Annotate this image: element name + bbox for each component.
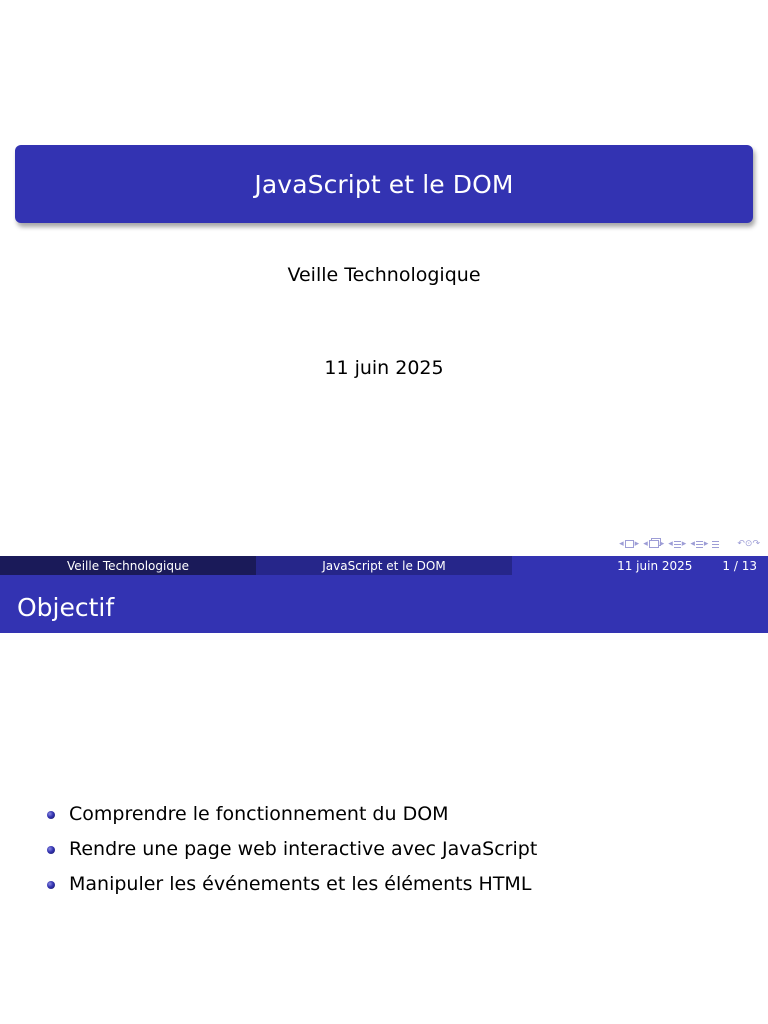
- slide-nav-icon[interactable]: ◂ ▸: [619, 539, 640, 549]
- footline: [0, 556, 768, 575]
- bullet-icon: [47, 811, 55, 819]
- list-item: [0, 798, 768, 833]
- presentation-subtitle: Veille Technologique: [287, 264, 481, 286]
- frame-nav-icon[interactable]: ◂ ▸: [643, 539, 665, 549]
- beamer-navigation-bar: [619, 539, 760, 549]
- presentation-date: 11 juin 2025: [324, 357, 444, 379]
- bullet-icon: [47, 846, 55, 854]
- bullet-icon: [47, 881, 55, 889]
- title-block: [15, 145, 753, 223]
- list-item-text: Comprendre le fonctionnement du DOM: [69, 803, 449, 825]
- frame-title: Objectif: [17, 592, 115, 622]
- footline-title: JavaScript et le DOM: [256, 556, 512, 575]
- footline-right: [512, 556, 768, 575]
- presentation-title: JavaScript et le DOM: [254, 169, 514, 199]
- objective-list: [0, 798, 768, 903]
- list-item: [0, 868, 768, 903]
- footline-date: 11 juin 2025: [617, 558, 693, 573]
- list-item-text: Manipuler les événements et les éléments HTML: [69, 873, 532, 895]
- document-nav-icon[interactable]: [712, 541, 719, 548]
- list-item: [0, 833, 768, 868]
- subsection-nav-icon[interactable]: ◂ ▸: [668, 539, 687, 549]
- search-zoom-icon[interactable]: ↶⊙↷: [737, 539, 760, 549]
- footline-author: Veille Technologique: [0, 556, 256, 575]
- page-number: 1 / 13: [722, 558, 757, 573]
- list-item-text: Rendre une page web interactive avec JavaScript: [69, 838, 538, 860]
- frame-title-bar: [0, 575, 768, 633]
- section-nav-icon[interactable]: ◂ ▸: [690, 539, 709, 549]
